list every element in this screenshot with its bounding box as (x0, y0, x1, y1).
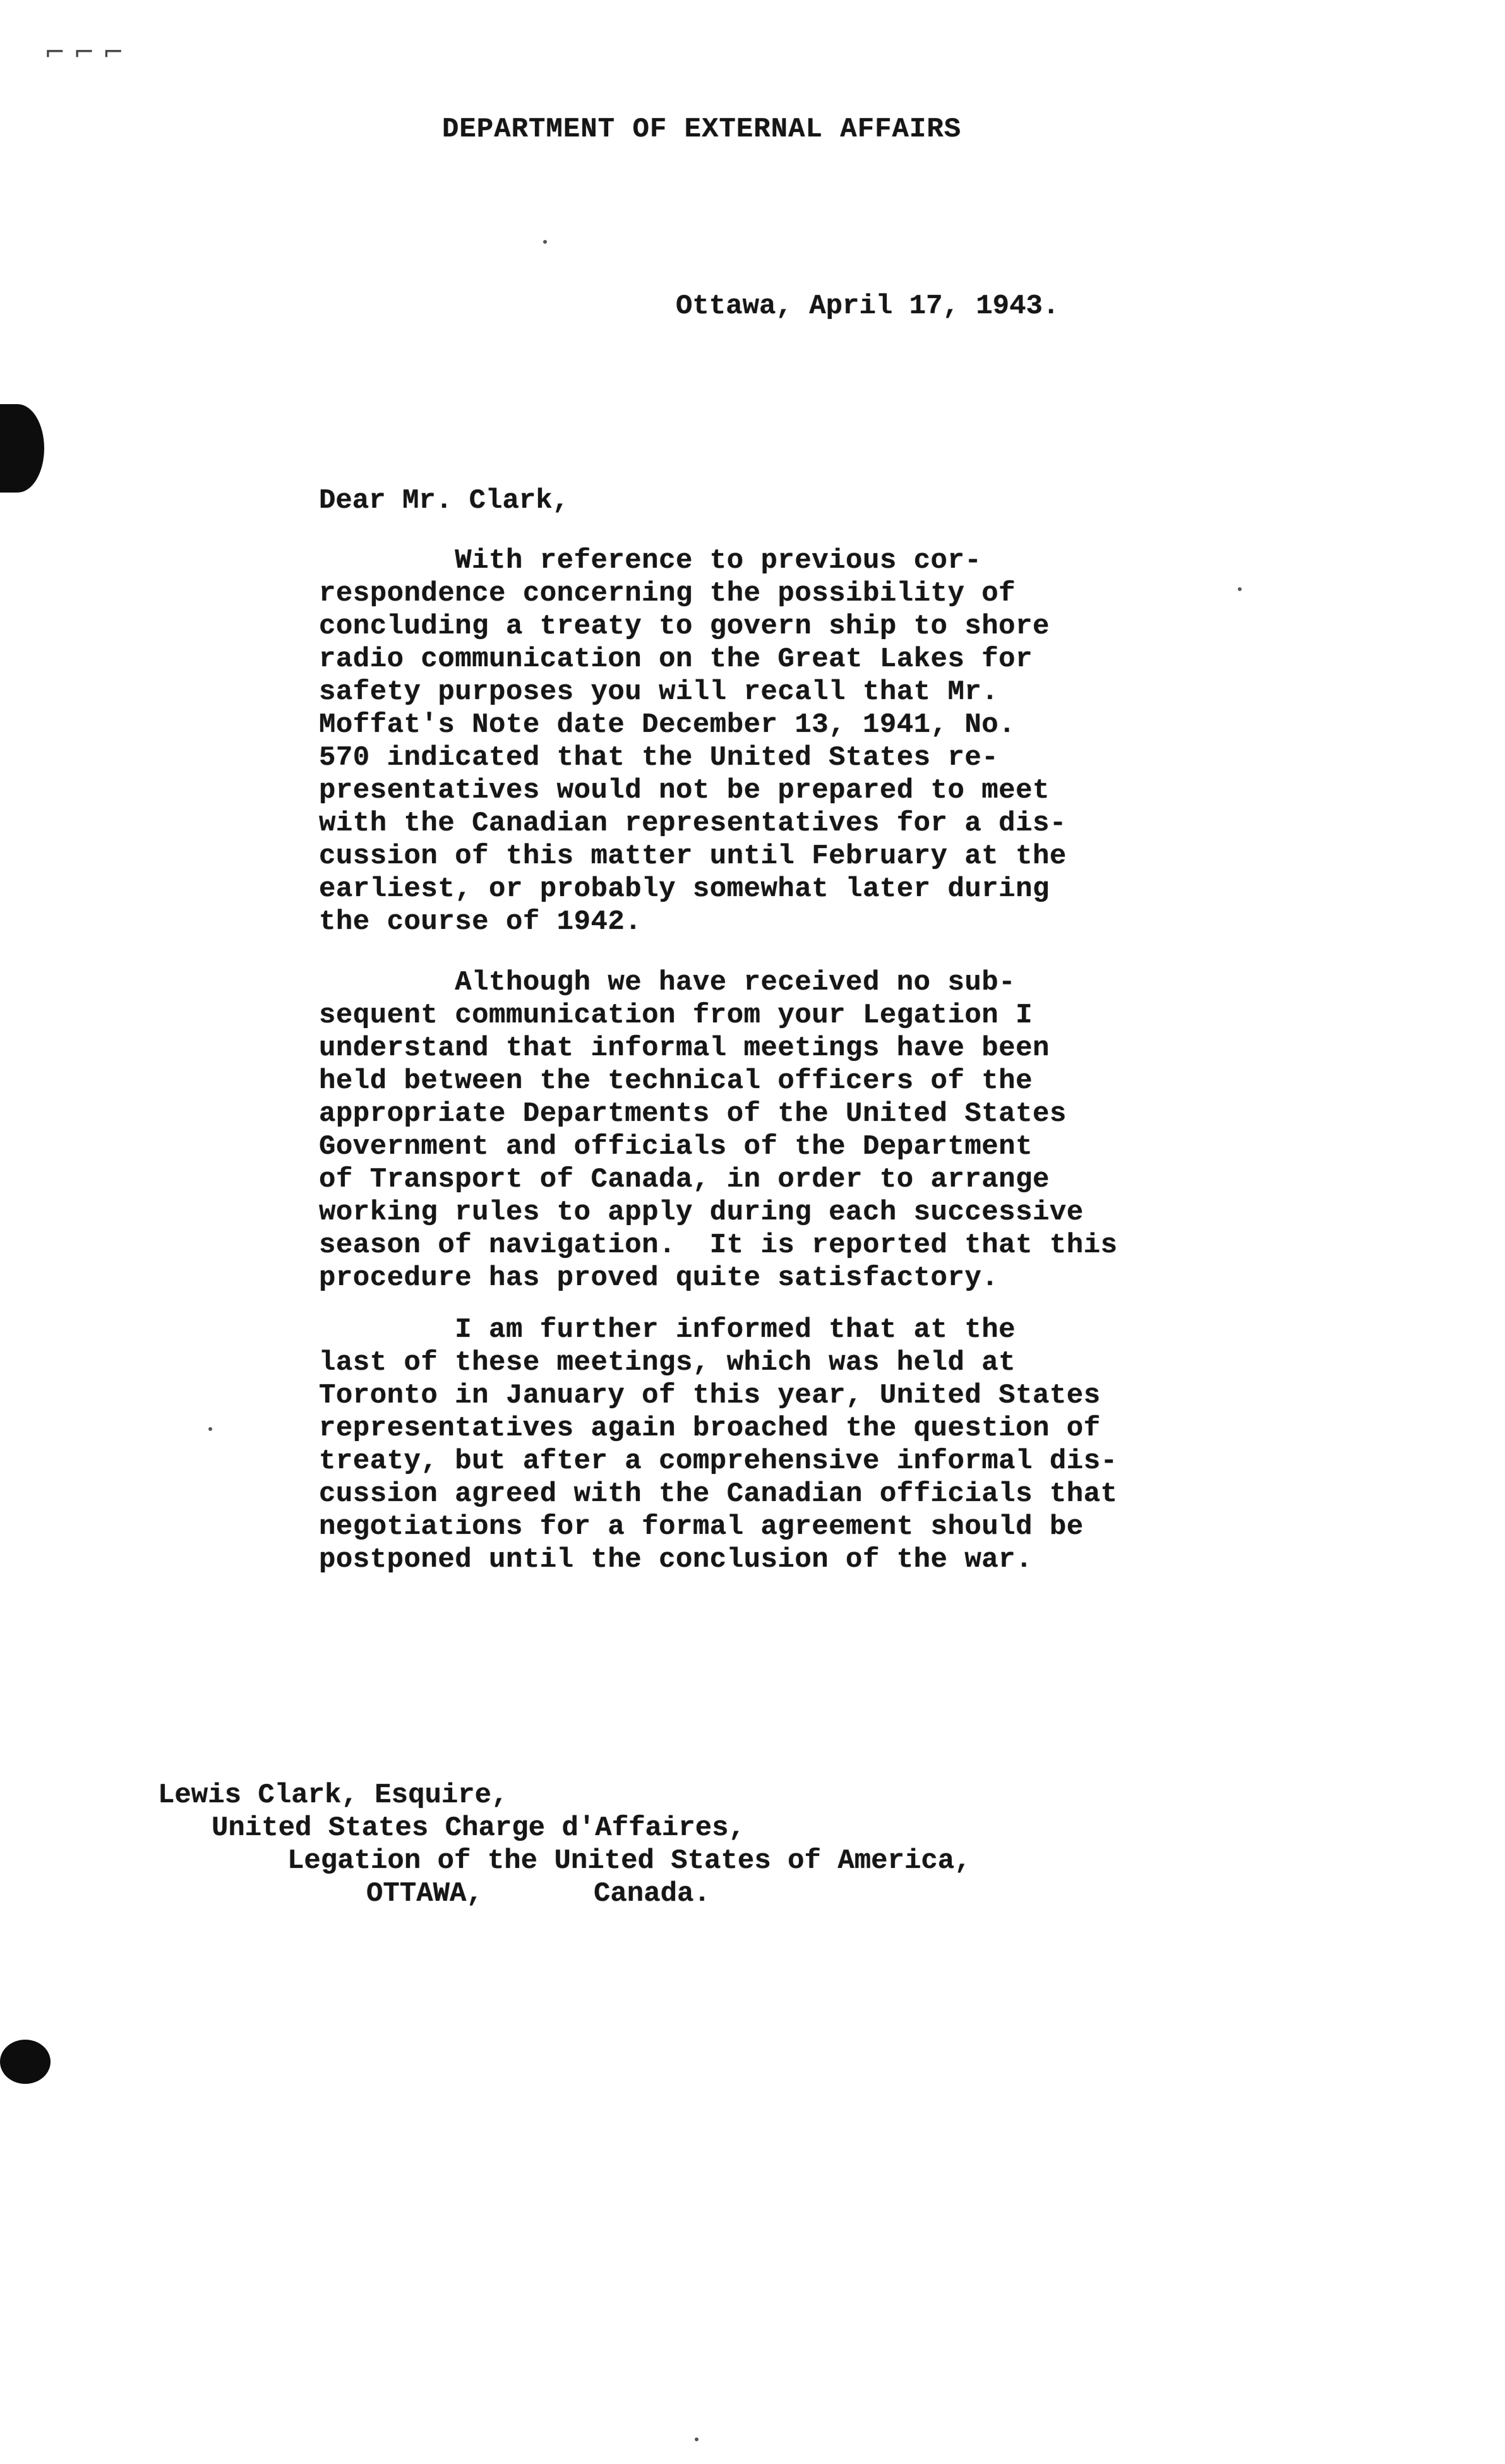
text-line: postponed until the conclusion of the war. (319, 1544, 1033, 1576)
paragraph-3 (319, 1313, 1118, 1576)
recipient-location (366, 1878, 711, 1910)
dateline: Ottawa, April 17, 1943. (676, 290, 1060, 322)
text-line: I am further informed that at the (319, 1314, 1016, 1346)
text-line: Toronto in January of this year, United States (319, 1380, 1101, 1411)
scan-blot-left (0, 404, 44, 493)
text-line: earliest, or probably somewhat later during (319, 873, 1050, 905)
text-line: of Transport of Canada, in order to arrange (319, 1164, 1050, 1195)
recipient-name: Lewis Clark, Esquire, (158, 1779, 508, 1811)
recipient-office: Legation of the United States of America, (287, 1845, 971, 1877)
salutation: Dear Mr. Clark, (319, 485, 570, 517)
recipient-city: OTTAWA, (366, 1878, 483, 1910)
scan-speck (208, 1427, 212, 1431)
text-line: procedure has proved quite satisfactory. (319, 1262, 999, 1294)
text-line: working rules to apply during each successive (319, 1197, 1084, 1228)
text-line: appropriate Departments of the United States (319, 1098, 1067, 1130)
text-line: presentatives would not be prepared to meet (319, 775, 1050, 806)
text-line: season of navigation. It is reported that this (319, 1229, 1118, 1261)
text-line: safety purposes you will recall that Mr. (319, 676, 999, 708)
text-line: negotiations for a formal agreement should be (319, 1511, 1084, 1543)
text-line: sequent communication from your Legation I (319, 1000, 1033, 1031)
text-line: with the Canadian representatives for a dis- (319, 808, 1067, 839)
text-line: cussion agreed with the Canadian officials that (319, 1478, 1118, 1510)
text-line: respondence concerning the possibility of (319, 578, 1016, 609)
scan-corner-mark: ⌐ ⌐ ⌐ (44, 38, 124, 67)
text-line: Although we have received no sub- (319, 967, 1016, 998)
text-line: 570 indicated that the United States re- (319, 742, 999, 774)
recipient-title: United States Charge d'Affaires, (212, 1812, 745, 1844)
paragraph-2 (319, 966, 1118, 1295)
scan-speck (1238, 587, 1242, 591)
text-line: representatives again broached the question of (319, 1413, 1101, 1444)
punch-hole-mark (0, 2040, 51, 2084)
recipient-country: Canada. (594, 1878, 711, 1910)
text-line: radio communication on the Great Lakes for (319, 643, 1033, 675)
text-line: last of these meetings, which was held at (319, 1347, 1016, 1379)
text-line: Moffat's Note date December 13, 1941, No. (319, 709, 1016, 741)
text-line: cussion of this matter until February at the (319, 840, 1067, 872)
text-line: understand that informal meetings have been (319, 1032, 1050, 1064)
text-line: the course of 1942. (319, 906, 642, 938)
text-line: concluding a treaty to govern ship to shore (319, 611, 1050, 642)
scan-speck (695, 2437, 699, 2441)
text-line: Government and officials of the Department (319, 1131, 1033, 1163)
text-line: treaty, but after a comprehensive informal dis- (319, 1445, 1118, 1477)
paragraph-1 (319, 544, 1067, 938)
text-line: held between the technical officers of the (319, 1065, 1033, 1097)
text-line: With reference to previous cor- (319, 545, 982, 577)
letterhead-department: DEPARTMENT OF EXTERNAL AFFAIRS (442, 114, 962, 145)
scan-speck (543, 240, 547, 244)
